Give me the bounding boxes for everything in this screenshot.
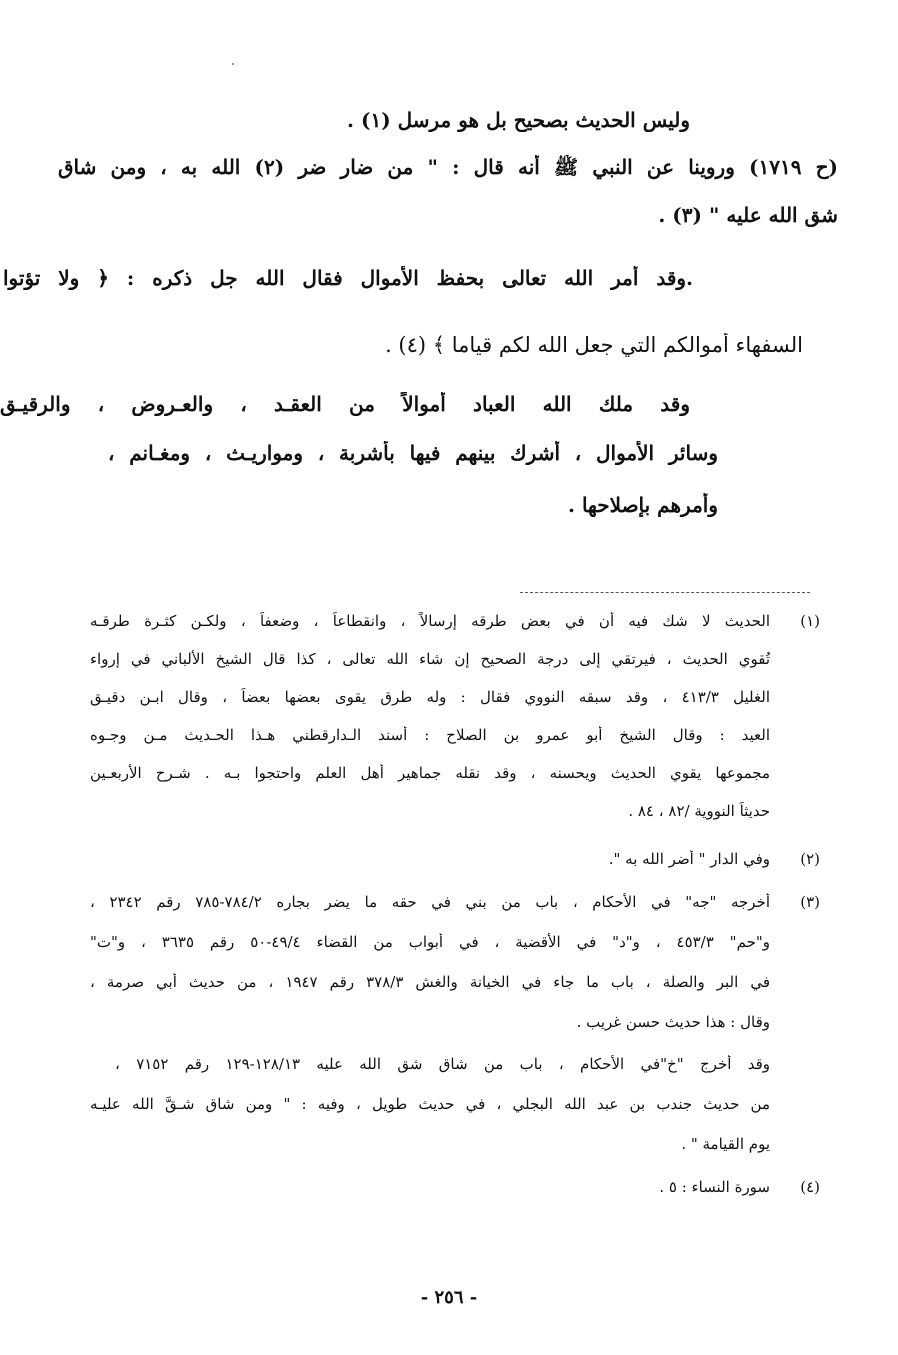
main-line-2: (ح ١٧١٩) وروينا عن النبي ﷺ أنه قال : " من ضار ضر (٢) الله به ، ومن شاق: [58, 155, 838, 179]
footnote-1-line-6: حديثاً النووية /٨٢ ، ٨٤ .: [628, 802, 770, 820]
footnote-1-line-3: الغليل ٤١٣/٣ ، وقد سبقه النووي فقال : وله طرق يقوى بعضها بعضاً ، وقال ابـن دقيـق: [90, 688, 770, 706]
footnote-1-line-5: مجموعها يقوي الحديث ويحسنه ، وقد نقله جماهير أهل العلم واحتجوا بـه . شـرح الأربعـين: [90, 764, 770, 782]
footnote-2-line-1: وفي الدار " أضر الله به ".: [608, 850, 770, 868]
main-line-5-quran: السفهاء أموالكم التي جعل الله لكم قياما ﴾ (٤) .: [385, 333, 803, 357]
footnote-3-line-3: في البر والصلة ، باب ما جاء في الخيانة والغش ٣٧٨/٣ رقم ١٩٤٧ ، من حديث أبي صرمة ،: [90, 973, 770, 991]
scan-speck: [232, 63, 234, 65]
footnote-separator: [520, 592, 810, 593]
footnote-3-line-5: وقد أخرج "خ"في الأحكام ، باب من شاق شق الله عليه ١٢٨/١٣-١٢٩ رقم ٧١٥٢ ،: [115, 1055, 770, 1073]
footnote-3-line-7: يوم القيامة " .: [681, 1135, 770, 1153]
main-line-4: .وقد أمر الله تعالى بحفظ الأموال فقال الله جل ذكره : ﴿ ولا تؤتوا: [3, 266, 693, 290]
footnote-3-line-1: أخرجه "جه" في الأحكام ، باب من بني في حقه ما يضر بجاره ٧٨٤/٢-٧٨٥ رقم ٢٣٤٢ ،: [90, 893, 770, 911]
page-number: - ٢٥٦ -: [420, 1287, 478, 1308]
footnote-3-number: (٣): [800, 893, 820, 911]
footnote-2-number: (٢): [800, 850, 820, 868]
main-line-7: وسائر الأموال ، أشرك بينهم فيها بأشربة ، ومواريـث ، ومغـانم ،: [108, 441, 718, 465]
footnote-1-line-1: الحديث لا شك فيه أن في بعض طرقه إرسالاً ، وانقطاعاً ، وضعفاً ، ولكـن كثـرة طرقـه: [90, 612, 770, 630]
main-line-1: وليس الحديث بصحيح بل هو مرسل (١) .: [347, 108, 690, 132]
main-line-8: وأمرهم بإصلاحها .: [568, 493, 718, 517]
footnote-3-line-2: و"حم" ٤٥٣/٣ ، و"د" في الأقضية ، في أبواب من القضاء ٤٩/٤-٥٠ رقم ٣٦٣٥ ، و"ت": [90, 933, 770, 951]
footnote-1-line-4: العيد : وقال الشيخ أبو عمرو بن الصلاح : أسند الـدارقطني هـذا الحـديث مـن وجـوه: [90, 726, 770, 744]
footnote-3-line-4: وقال : هذا حديث حسن غريب .: [576, 1013, 770, 1031]
footnote-4-line-1: سورة النساء : ٥ .: [659, 1178, 770, 1196]
footnote-3-line-6: من حديث جندب بن عبد الله البجلي ، في حديث طويل ، وفيه : " ومن شاق شـقَّ الله عليـه: [90, 1095, 770, 1113]
footnote-4-number: (٤): [800, 1178, 820, 1196]
footnote-1-number: (١): [800, 612, 820, 630]
main-line-6: وقد ملك الله العباد أموالاً من العقـد ، والعـروض ، والرقيـق: [0, 392, 690, 416]
main-line-3: شق الله عليه " (٣) .: [658, 203, 838, 227]
footnote-1-line-2: تُقوي الحديث ، فيرتقي إلى درجة الصحيح إن شاء الله تعالى ، كذا قال الشيخ الألباني في إرواء: [90, 650, 770, 668]
